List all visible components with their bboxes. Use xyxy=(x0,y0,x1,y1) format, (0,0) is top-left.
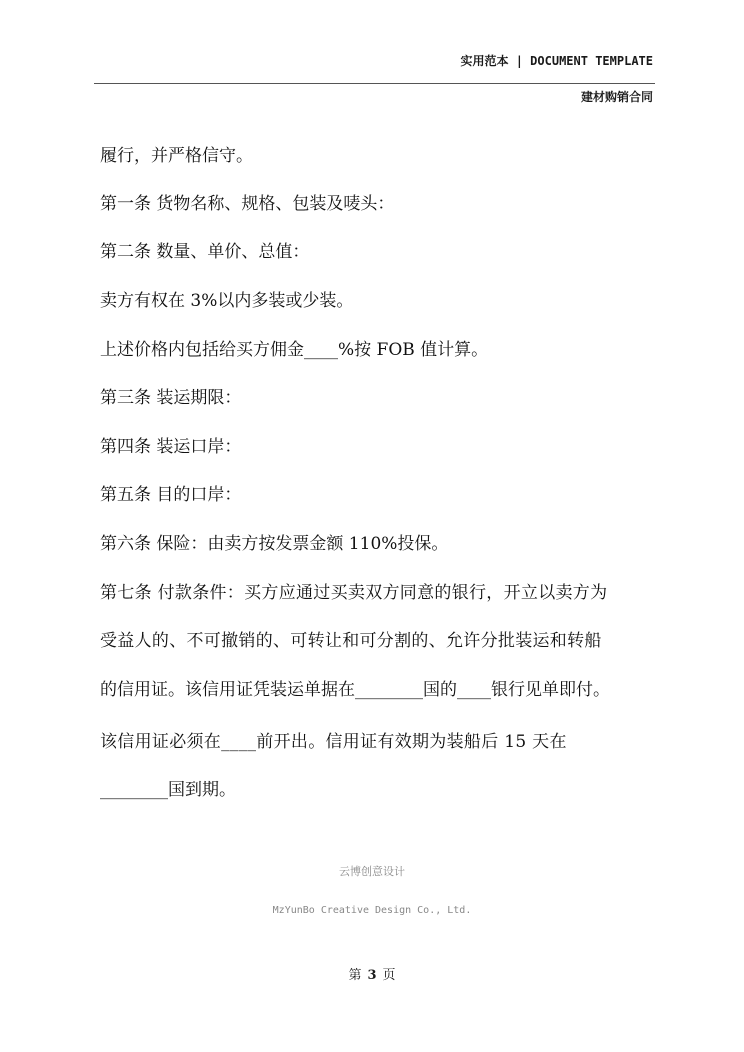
document-title: 建材购销合同 xyxy=(580,90,653,104)
paragraph-line: 受益人的、不可撤销的、可转让和可分割的、允许分批装运和转船 xyxy=(100,631,602,651)
header-title: 实用范本 | DOCUMENT TEMPLATE xyxy=(460,54,653,68)
paragraph-line: 卖方有权在 3%以内多装或少装。 xyxy=(100,291,354,311)
page-suffix: 页 xyxy=(382,968,396,983)
footer-company-name-en: MzYunBo Creative Design Co., Ltd. xyxy=(272,905,472,916)
clause-5: 第五条 目的口岸： xyxy=(100,485,242,505)
paragraph-line: 履行，并严格信守。 xyxy=(100,146,253,166)
clause-3: 第三条 装运期限： xyxy=(100,388,242,408)
page-prefix: 第 xyxy=(348,968,362,983)
footer-company-name: 云博创意设计 xyxy=(339,865,405,878)
header-divider xyxy=(94,83,655,84)
paragraph-line: 的信用证。该信用证凭装运单据在________国的____银行见单即付。 xyxy=(100,680,610,700)
page-number-value: 3 xyxy=(367,968,377,983)
clause-7: 第七条 付款条件：买方应通过买卖双方同意的银行，开立以卖方为 xyxy=(100,583,608,603)
paragraph-line: 上述价格内包括给买方佣金____%按 FOB 值计算。 xyxy=(100,340,489,360)
clause-2: 第二条 数量、单价、总值： xyxy=(100,242,310,262)
clause-4: 第四条 装运口岸： xyxy=(100,437,242,457)
paragraph-line: 该信用证必须在____前开出。信用证有效期为装船后 15 天在 xyxy=(100,732,567,752)
paragraph-line: ________国到期。 xyxy=(100,780,236,800)
clause-6: 第六条 保险：由卖方按发票金额 110%投保。 xyxy=(100,534,449,554)
page-number xyxy=(0,964,744,983)
clause-1: 第一条 货物名称、规格、包装及唛头： xyxy=(100,194,395,214)
